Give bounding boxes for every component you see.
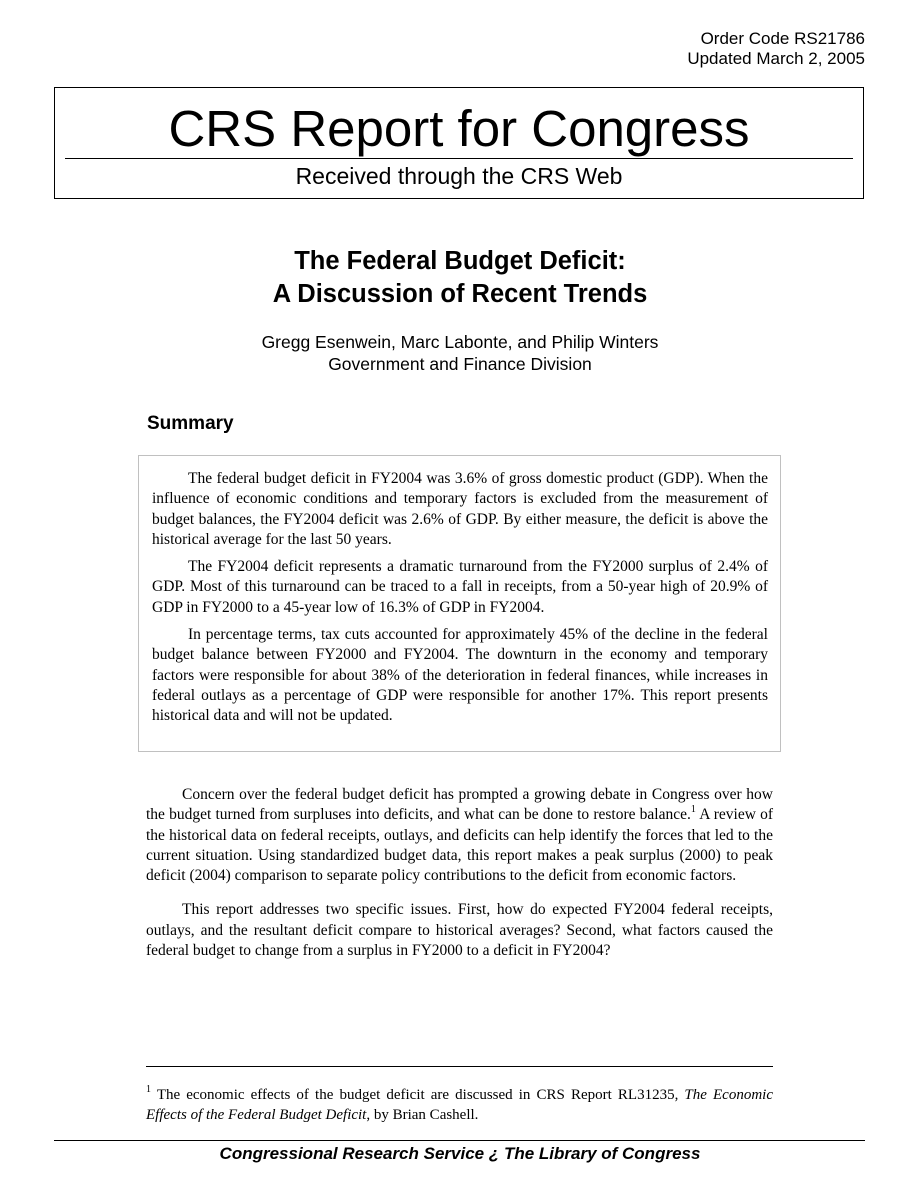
author-block <box>0 331 920 375</box>
page-footer: Congressional Research Service ¿ The Library of Congress <box>219 1144 701 1163</box>
summary-paragraph: The FY2004 deficit represents a dramatic turnaround from the FY2000 surplus of 2.4% of GDP. Most of this turnaround can be traced to a fall in receipts, from a 50-year high of 20.9% of GDP in FY2000 to a 45-year low of 16.3% of GDP in FY2004. <box>152 558 768 616</box>
footnote-text-end: , by Brian Cashell. <box>366 1107 479 1123</box>
footnote-text: The economic effects of the budget deficit are discussed in CRS Report RL31235, <box>151 1087 685 1103</box>
footnote <box>146 1085 773 1125</box>
summary-box <box>138 455 781 752</box>
body-text-span: Concern over the federal budget deficit has prompted a growing debate in Congress over how the budget turned from surpluses into deficits, and what can be done to restore balance. <box>146 786 773 824</box>
summary-heading: Summary <box>147 413 234 434</box>
report-masthead <box>54 87 864 199</box>
footnote-number: 1 <box>146 1084 151 1095</box>
summary-paragraph: In percentage terms, tax cuts accounted for approximately 45% of the decline in the federal budget balance between FY2000 and FY2004. The downturn in the economy and temporary factors were responsible for about 38% of the deterioration in federal finances, while increases in federal outlays as a percentage of GDP were responsible for another 17%. This report presents historical data and will not be updated. <box>152 626 768 725</box>
summary-paragraph: The federal budget deficit in FY2004 was 3.6% of gross domestic product (GDP). When the influence of economic conditions and temporary factors is excluded from the measurement of budget balances, the FY2004 deficit was 2.6% of GDP. By either measure, the deficit is above the historical average for the last 50 years. <box>152 470 768 548</box>
footnote-cited-title: The Economic Effects of the Federal Budget Deficit <box>146 1087 773 1123</box>
authors: Gregg Esenwein, Marc Labonte, and Philip Winters <box>261 332 659 352</box>
masthead-divider <box>65 158 853 159</box>
footnote-divider <box>146 1066 773 1067</box>
masthead-title: CRS Report for Congress <box>168 100 750 157</box>
order-code-block <box>687 29 865 69</box>
updated-date: Updated March 2, 2005 <box>687 49 865 68</box>
masthead-subtitle: Received through the CRS Web <box>295 163 623 189</box>
body-text <box>146 785 773 975</box>
footer-divider <box>54 1140 865 1141</box>
order-code: Order Code RS21786 <box>700 29 865 48</box>
division: Government and Finance Division <box>328 354 592 374</box>
body-paragraph <box>146 785 773 886</box>
title-line-1: The Federal Budget Deficit: <box>294 247 626 275</box>
body-text-span: A review of the historical data on federal receipts, outlays, and deficits can help identify the forces that led to the current situation. Using standardized budget data, this report makes a peak surplus (2000) to peak deficit (2004) comparison to separate policy contributions to the deficit from economic factors. <box>146 806 773 885</box>
body-paragraph: This report addresses two specific issues. First, how do expected FY2004 federal receipts, outlays, and the resultant deficit compare to historical averages? Second, what factors caused the federal budget to change from a surplus in FY2000 to a deficit in FY2004? <box>146 901 773 960</box>
footnote-ref[interactable]: 1 <box>690 804 696 816</box>
document-title <box>0 245 920 311</box>
title-line-2: A Discussion of Recent Trends <box>272 280 648 308</box>
